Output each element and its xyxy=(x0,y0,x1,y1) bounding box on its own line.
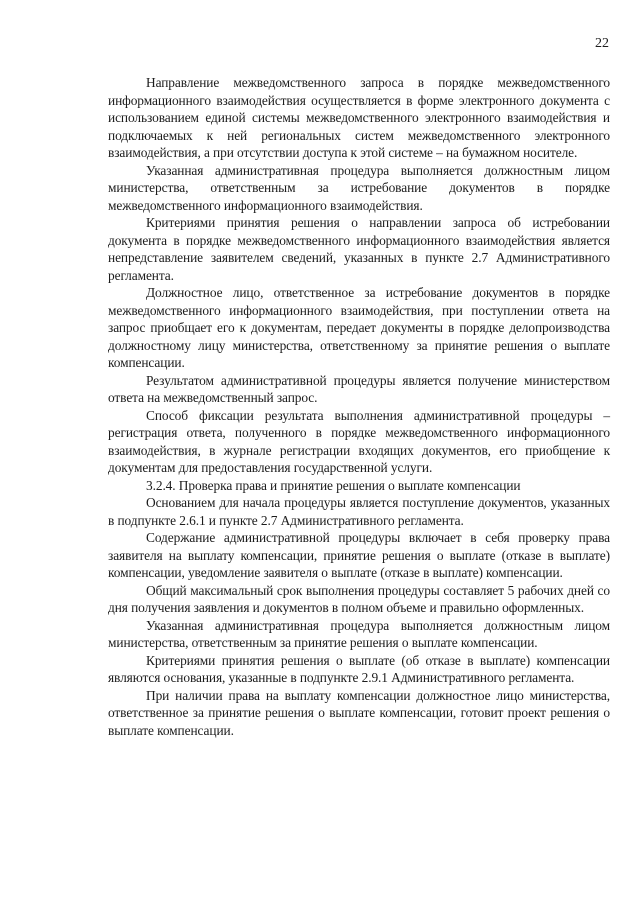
document-body xyxy=(108,74,610,739)
paragraph-procedure-content: Содержание административной процедуры включает в себя проверку права заявителя на выплату компенсации, принятие решения о выплате (отказе в выплате) компенсации, уведомление заявителя о выплате (отказе в выплате) компенсации. xyxy=(108,530,610,580)
paragraph-max-term: Общий максимальный срок выполнения процедуры составляет 5 рабочих дней со дня получения заявления и документов в полном объеме и правильно оформленных. xyxy=(108,582,610,615)
page-number: 22 xyxy=(595,36,609,51)
paragraph-result-fixation: Способ фиксации результата выполнения административной процедуры – регистрация ответа, полученного в порядке межведомственного информационного взаимодействия, в журнале регистрации входящих документов, его приобщение к документам для предоставления государственной услуги. xyxy=(108,407,610,475)
paragraph-interagency-request: Направление межведомственного запроса в порядке межведомственного информационного взаимодействия осуществляется в форме электронного документа с использованием единой системы межведомственного электронного взаимодействия и подключаемых к ней региональных систем межведомственного электронного взаимодействия, а при отсутствии доступа к этой системе – на бумажном носителе. xyxy=(108,75,610,160)
paragraph-responsible-official: Указанная административная процедура выполняется должностным лицом министерства, ответственным за истребование документов в порядке межведомственного информационного взаимодействия. xyxy=(108,162,610,213)
paragraph-draft-decision: При наличии права на выплату компенсации должностное лицо министерства, ответственное за принятие решения о выплате компенсации, готовит проект решения о выплате компенсации. xyxy=(108,687,610,738)
paragraph-response-handling: Должностное лицо, ответственное за истребование документов в порядке межведомственного информационного взаимодействия, при поступлении ответа на запрос приобщает его к документам, передает документы в порядке делопроизводства должностному лицу министерства, ответственному за принятие решения о выплате компенсации. xyxy=(108,285,610,370)
paragraph-procedure-result: Результатом административной процедуры является получение министерством ответа на межведомственный запрос. xyxy=(108,372,610,405)
paragraph-procedure-official: Указанная административная процедура выполняется должностным лицом министерства, ответственным за принятие решения о выплате компенсации. xyxy=(108,617,610,650)
paragraph-procedure-basis: Основанием для начала процедуры является поступление документов, указанных в подпункте 2.6.1 и пункте 2.7 Административного регламента. xyxy=(108,495,610,528)
paragraph-request-criteria: Критериями принятия решения о направлении запроса об истребовании документа в порядке межведомственного информационного взаимодействия является непредставление заявителем сведений, указанных в пункте 2.7 Административного регламента. xyxy=(108,215,610,283)
paragraph-decision-criteria: Критериями принятия решения о выплате (об отказе в выплате) компенсации являются основания, указанные в подпункте 2.9.1 Административного регламента. xyxy=(108,652,610,685)
section-heading-3-2-4: 3.2.4. Проверка права и принятие решения о выплате компенсации xyxy=(146,477,521,493)
